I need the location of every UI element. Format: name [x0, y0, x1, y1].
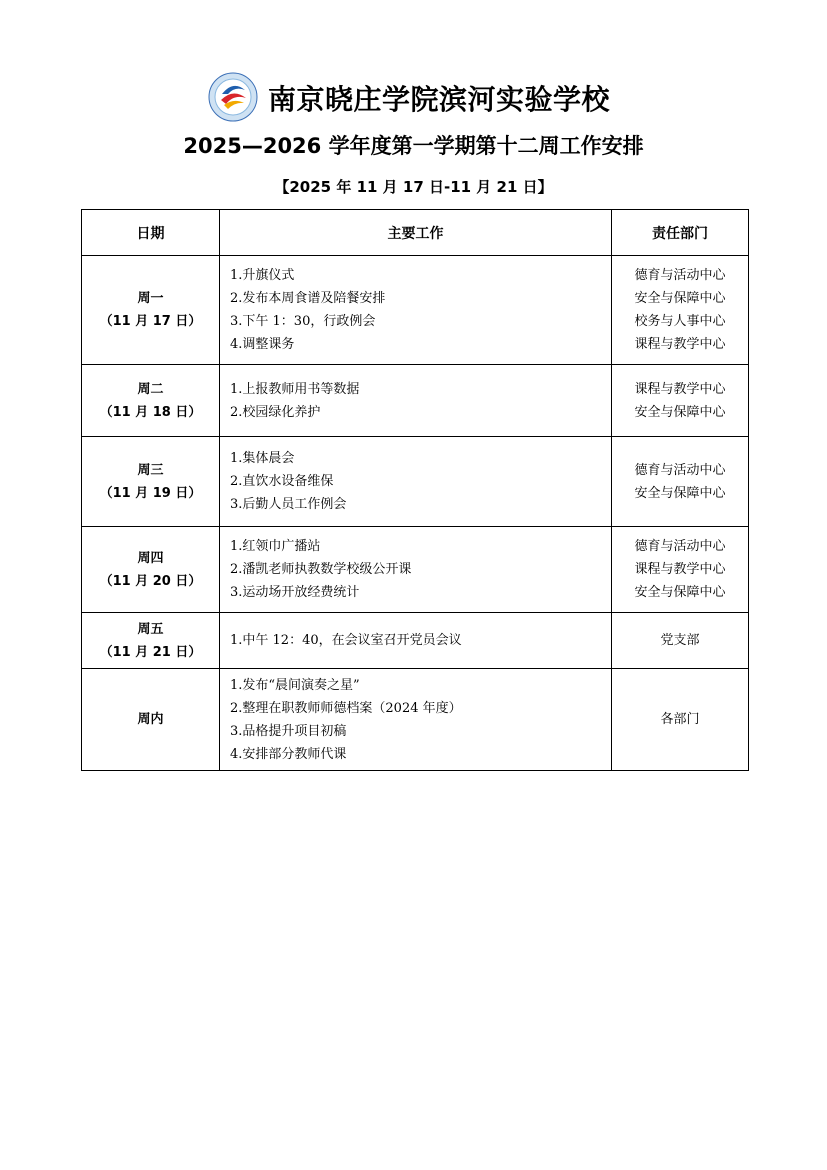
school-name: 南京晓庄学院滨河实验学校 [268, 83, 611, 116]
work-item: 1.集体晨会 [230, 451, 295, 466]
day-date: （11 月 17 日） [99, 314, 202, 329]
day-date: （11 月 20 日） [99, 573, 202, 589]
work-item: 1.发布“晨间演奏之星” [230, 677, 360, 693]
table-row [82, 256, 749, 365]
work-item: 2.潘凯老师执教数学校级公开课 [230, 562, 412, 577]
table-row [82, 527, 749, 613]
work-item: 1.上报教师用书等数据 [230, 381, 360, 397]
day-label: 周三 [137, 462, 164, 478]
day-date: （11 月 21 日） [99, 644, 202, 660]
dept-cell [612, 527, 749, 613]
date-range: 【2025 年 11 月 17 日-11 月 21 日】 [274, 178, 553, 196]
day-label: 周一 [137, 291, 164, 306]
schedule-table [81, 209, 749, 771]
day-cell [82, 365, 220, 437]
work-item: 1.红领巾广播站 [230, 539, 321, 554]
table-row [82, 613, 749, 669]
work-item: 3.下午 1：30，行政例会 [230, 314, 376, 329]
dept-cell [612, 613, 749, 669]
work-cell [220, 613, 612, 669]
work-cell [220, 365, 612, 437]
dept-item: 安全与保障中心 [634, 404, 726, 420]
work-item: 2.直饮水设备维保 [230, 474, 334, 489]
work-item: 3.品格提升项目初稿 [230, 723, 347, 739]
dept-item: 党支部 [660, 633, 700, 648]
work-item: 3.运动场开放经费统计 [230, 585, 360, 600]
work-cell [220, 256, 612, 365]
dept-item: 课程与教学中心 [634, 337, 726, 352]
dept-item: 德育与活动中心 [634, 539, 726, 554]
day-cell [82, 669, 220, 771]
dept-item: 安全与保障中心 [634, 585, 726, 600]
work-item: 4.调整课务 [230, 337, 295, 352]
dept-item: 各部门 [660, 712, 700, 727]
page-title: 2025—2026 学年度第一学期第十二周工作安排 [183, 134, 644, 158]
header-date: 日期 [82, 210, 220, 256]
dept-item: 校务与人事中心 [634, 314, 726, 329]
day-label: 周二 [137, 381, 164, 397]
dept-item: 课程与教学中心 [634, 562, 726, 577]
work-item: 1.中午 12：40，在会议室召开党员会议 [230, 633, 462, 648]
dept-item: 安全与保障中心 [634, 291, 726, 306]
work-item: 4.安排部分教师代课 [230, 746, 347, 762]
day-label: 周五 [137, 621, 164, 637]
work-cell [220, 437, 612, 527]
dept-item: 德育与活动中心 [634, 462, 726, 478]
day-cell [82, 527, 220, 613]
work-item: 3.后勤人员工作例会 [230, 497, 347, 512]
table-row [82, 437, 749, 527]
table-header-row [82, 210, 749, 256]
day-cell [82, 256, 220, 365]
day-label: 周四 [137, 550, 164, 566]
table-row [82, 669, 749, 771]
school-logo-icon [208, 72, 258, 122]
header-main-work: 主要工作 [220, 210, 612, 256]
day-date: （11 月 19 日） [99, 485, 202, 501]
day-date: （11 月 18 日） [99, 404, 202, 420]
work-item: 2.发布本周食谱及陪餐安排 [230, 291, 386, 306]
dept-cell [612, 669, 749, 771]
dept-item: 德育与活动中心 [634, 268, 726, 283]
dept-item: 课程与教学中心 [634, 381, 726, 397]
header-department: 责任部门 [612, 210, 749, 256]
work-item: 2.整理在职教师师德档案（2024 年度） [230, 700, 462, 716]
work-item: 1.升旗仪式 [230, 268, 295, 283]
work-cell [220, 527, 612, 613]
document-header [0, 72, 827, 122]
day-cell [82, 437, 220, 527]
dept-item: 安全与保障中心 [634, 485, 726, 501]
work-item: 2.校园绿化养护 [230, 404, 321, 420]
dept-cell [612, 365, 749, 437]
day-label: 周内 [137, 712, 164, 727]
day-cell [82, 613, 220, 669]
table-row [82, 365, 749, 437]
dept-cell [612, 437, 749, 527]
work-cell [220, 669, 612, 771]
dept-cell [612, 256, 749, 365]
